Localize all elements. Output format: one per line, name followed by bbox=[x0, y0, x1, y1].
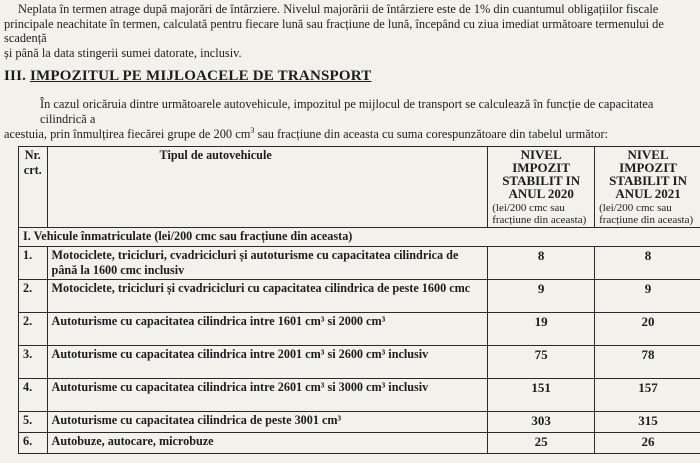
table-row bbox=[19, 313, 700, 346]
row-value-2020: 303 bbox=[488, 412, 595, 433]
header-2020-sub: (lei/200 cmc sau fracțiune din aceasta) bbox=[492, 202, 587, 226]
section-paragraph bbox=[4, 97, 698, 142]
header-2021 bbox=[595, 147, 700, 228]
table-row bbox=[19, 433, 700, 454]
table-row bbox=[19, 379, 700, 412]
row-value-2021: 26 bbox=[595, 433, 700, 454]
row-label: Autoturisme cu capacitatea cilindrica intre 2001 cm³ si 2600 cm³ inclusiv bbox=[47, 346, 488, 379]
superscript: 3 bbox=[250, 125, 255, 135]
section-heading bbox=[4, 68, 371, 85]
paragraph-line-2b: sau fracțiune din aceasta cu suma corespunzătoare din tabelul următor: bbox=[254, 127, 609, 141]
row-nr: 2. bbox=[19, 313, 48, 346]
row-value-2021: 157 bbox=[595, 379, 700, 412]
header-tipul: Tipul de autovehicule bbox=[47, 147, 488, 228]
row-label: Autoturisme cu capacitatea cilindrica intre 2601 cm³ si 3000 cm³ inclusiv bbox=[47, 379, 488, 412]
header-2021-sub: (lei/200 cmc sau fracțiune din aceasta) bbox=[599, 202, 694, 226]
table-header-row bbox=[19, 147, 700, 228]
row-value-2020: 151 bbox=[488, 379, 595, 412]
intro-line-2: principale neachitate în termen, calculată pentru fiecare lună sau fracțiune de lună, începând cu ziua imediat următoare termenului de scadență bbox=[4, 16, 664, 45]
row-label: Motociclete, tricicluri și cvadricicluri cu capacitatea cilindrica de peste 1600 cmc bbox=[47, 280, 488, 313]
row-value-2020: 8 bbox=[488, 247, 595, 280]
table-row bbox=[19, 247, 700, 280]
row-nr: 1. bbox=[19, 247, 48, 280]
table-row bbox=[19, 346, 700, 379]
row-value-2020: 19 bbox=[488, 313, 595, 346]
row-label: Autoturisme cu capacitatea cilindrica intre 1601 cm³ si 2000 cm³ bbox=[47, 313, 488, 346]
row-value-2021: 8 bbox=[595, 247, 700, 280]
row-label: Autoturisme cu capacitatea cilindrica de peste 3001 cm³ bbox=[47, 412, 488, 433]
intro-line-1: Neplata în termen atrage după majorări de întârziere. Nivelul majorării de întârziere este de 1% din cuantumul obligațiilor fiscale bbox=[18, 2, 659, 16]
row-nr: 2. bbox=[19, 280, 48, 313]
header-2020 bbox=[488, 147, 595, 228]
row-nr: 6. bbox=[19, 433, 48, 454]
paragraph-line-1: În cazul oricăruia dintre următoarele autovehicule, impozitul pe mijlocul de transport se calculează în funcție de capacitatea cilindrică a bbox=[40, 97, 654, 126]
row-value-2021: 20 bbox=[595, 313, 700, 346]
row-value-2020: 9 bbox=[488, 280, 595, 313]
table-section-row bbox=[19, 228, 700, 247]
tax-table bbox=[18, 146, 700, 454]
section-number: III. bbox=[4, 68, 27, 84]
section-title: IMPOZITUL PE MIJLOACELE DE TRANSPORT bbox=[30, 68, 372, 84]
header-2020-title: NIVEL IMPOZIT STABILIT IN ANUL 2020 bbox=[502, 147, 581, 201]
row-value-2021: 315 bbox=[595, 412, 700, 433]
row-value-2021: 78 bbox=[595, 346, 700, 379]
row-value-2021: 9 bbox=[595, 280, 700, 313]
row-value-2020: 25 bbox=[488, 433, 595, 454]
table-row bbox=[19, 412, 700, 433]
row-value-2020: 75 bbox=[488, 346, 595, 379]
row-label: Motociclete, tricicluri, cvadricicluri și autoturisme cu capacitatea cilindrica de până la 1600 cmc inclusiv bbox=[47, 247, 488, 280]
paragraph-line-2a: acestuia, prin înmulțirea fiecărei grupe de 200 cm bbox=[4, 127, 251, 141]
row-nr: 4. bbox=[19, 379, 48, 412]
header-2021-title: NIVEL IMPOZIT STABILIT IN ANUL 2021 bbox=[609, 147, 687, 201]
header-nr: Nr. crt. bbox=[19, 147, 48, 228]
table-row bbox=[19, 280, 700, 313]
intro-line-3: și până la data stingerii sumei datorate, inclusiv. bbox=[4, 45, 242, 60]
row-nr: 5. bbox=[19, 412, 48, 433]
row-nr: 3. bbox=[19, 346, 48, 379]
intro-paragraph bbox=[4, 2, 698, 60]
section-label: I. Vehicule înmatriculate (lei/200 cmc sau fracțiune din aceasta) bbox=[19, 228, 700, 247]
paragraph-line-2 bbox=[4, 127, 698, 142]
row-label: Autobuze, autocare, microbuze bbox=[47, 433, 488, 454]
